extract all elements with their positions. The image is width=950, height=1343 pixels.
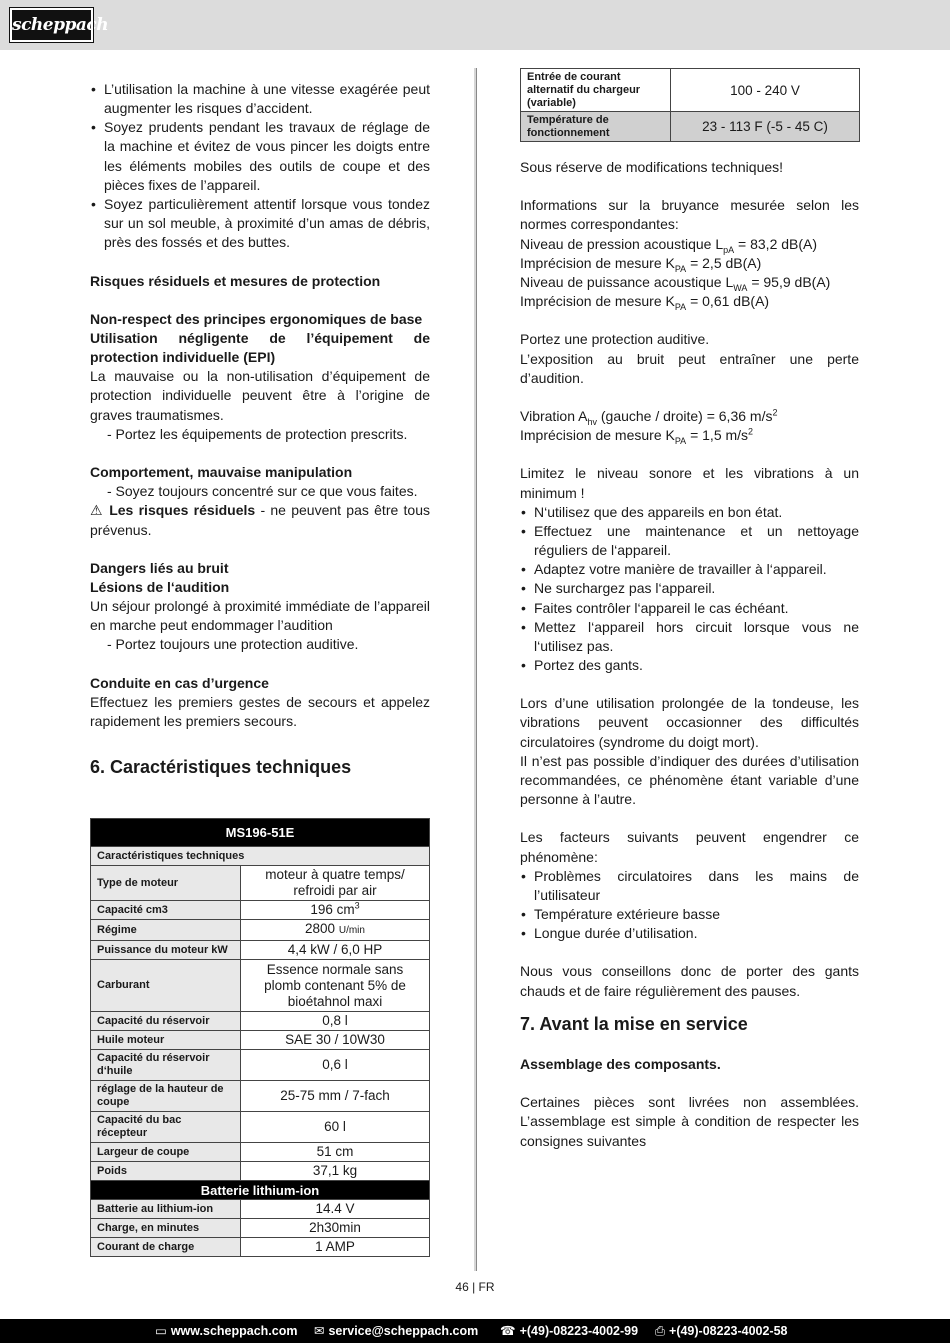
kpa-sub: PA <box>674 301 687 312</box>
list-item: • L’utilisation la machine à une vitesse exagérée peut augmenter les risques d’accident. <box>90 80 430 118</box>
advice-text: Nous vous conseillons donc de porter des gants chauds et de faire régulièrement des pauses. <box>520 963 859 999</box>
lpa-label: Niveau de pression acoustique L <box>520 235 724 252</box>
charger-table <box>520 68 860 142</box>
list-item: • Effectuez une maintenance et un nettoyage réguliers de l‘appareil. <box>520 522 859 560</box>
residual-risk-rest: - ne peuvent pas être tous prévenus. <box>90 502 431 538</box>
spec-value: 1 AMP <box>241 1238 430 1257</box>
footer-email-text: service@scheppach.com <box>328 1324 479 1338</box>
footer-fax <box>655 1319 788 1343</box>
fax-icon: ⎙ <box>655 1324 666 1338</box>
vib-sub: hv <box>587 416 597 427</box>
column-divider <box>474 68 477 1271</box>
kpa-sup: 2 <box>748 426 754 437</box>
hearing-text: Un séjour prolongé à proximité immédiate de l’appareil en marche peut endommager l’audition <box>90 598 430 634</box>
spec-value: 37,1 kg <box>241 1162 430 1181</box>
spec-value: 2h30min <box>241 1219 430 1238</box>
list-item: • Ne surchargez pas l‘appareil. <box>520 579 859 598</box>
reserve-note: Sous réserve de modifications techniques! <box>520 159 784 175</box>
table-row <box>91 1238 430 1257</box>
vib-sup: 2 <box>772 407 778 418</box>
spec-key: réglage de la hauteur de coupe <box>91 1081 241 1112</box>
monitor-icon: ▭ <box>155 1324 167 1338</box>
spec-value-text: 2800 <box>305 921 336 936</box>
spec-key: Courant de charge <box>91 1238 241 1257</box>
footer-web-text: www.scheppach.com <box>170 1324 298 1338</box>
prolonged-use-text: Lors d’une utilisation prolongée de la tondeuse, les vibrations peuvent occasionner des difficultés circulatoires (syndrome du doigt mort). <box>520 695 859 750</box>
category-header: Caractéristiques techniques <box>91 847 430 866</box>
residual-risk-bold: Les risques résiduels <box>109 502 256 519</box>
kpa-line-2 <box>520 292 859 311</box>
table-row <box>91 1143 430 1162</box>
spec-value: 60 l <box>241 1112 430 1143</box>
technical-specs-table <box>90 818 430 1257</box>
limit-bullet-list <box>520 503 859 675</box>
spec-key: Charge, en minutes <box>91 1219 241 1238</box>
section-7-title: 7. Avant la mise en service <box>520 1013 748 1034</box>
factor-bullet-list <box>520 867 859 944</box>
lpa-sub: pA <box>723 244 735 255</box>
lpa-value: = 83,2 dB(A) <box>734 235 818 252</box>
table-row <box>521 69 860 112</box>
residual-risk-note <box>90 501 430 539</box>
spec-value: 51 cm <box>241 1143 430 1162</box>
hearing-action: - Portez toujours une protection auditive. <box>107 636 359 653</box>
noise-info: Informations sur la bruyance mesurée selon les normes correspondantes: <box>520 197 859 233</box>
factors-text: Les facteurs suivants peuvent engendrer ce phénomène: <box>520 829 859 865</box>
envelope-icon: ✉ <box>314 1324 325 1338</box>
emergency-heading: Conduite en cas d’urgence <box>90 674 269 691</box>
kpa-sub: PA <box>674 263 687 274</box>
footer-phone <box>500 1319 638 1343</box>
spec-value <box>241 920 430 941</box>
list-item: • Température extérieure basse <box>520 905 859 924</box>
page-footer <box>0 1319 950 1343</box>
table-row <box>91 1200 430 1219</box>
kpa-label: Imprécision de mesure K <box>520 293 675 310</box>
safety-bullet-list <box>90 80 430 252</box>
spec-value: 0,8 l <box>241 1012 430 1031</box>
table-row <box>91 1012 430 1031</box>
battery-header: Batterie lithium-ion <box>91 1181 430 1200</box>
kpa-value: = 1,5 m/s <box>686 427 749 444</box>
spec-key: Carburant <box>91 960 241 1012</box>
kpa-label: Imprécision de mesure K <box>520 427 675 444</box>
lwa-label: Niveau de puissance acoustique L <box>520 273 734 290</box>
noise-danger-heading: Dangers liés au bruit <box>90 559 229 576</box>
table-row <box>91 866 430 901</box>
spec-key: Entrée de courant alternatif du chargeur (variable) <box>521 69 671 112</box>
table-row <box>91 1081 430 1112</box>
assembly-text: Certaines pièces sont livrées non assemblées. L’assemblage est simple à condition de respecter les consignes suivantes <box>520 1094 859 1149</box>
table-row <box>91 1050 430 1081</box>
spec-key: Régime <box>91 920 241 941</box>
spec-value-unit: U/min <box>338 925 365 936</box>
spec-value: 14.4 V <box>241 1200 430 1219</box>
vib-label: Vibration A <box>520 407 588 424</box>
limit-text: Limitez le niveau sonore et les vibrations à un minimum ! <box>520 465 859 501</box>
kpa-label: Imprécision de mesure K <box>520 254 675 271</box>
spec-value: SAE 30 / 10W30 <box>241 1031 430 1050</box>
spec-key: Puissance du moteur kW <box>91 941 241 960</box>
footer-phone-text: +(49)-08223-4002-99 <box>519 1324 639 1338</box>
table-row <box>91 1031 430 1050</box>
list-item: • Soyez prudents pendant les travaux de réglage de la machine et évitez de vous pincer les doigts entre les éléments mobiles des outils de coupe et des pièces fixes de l’appareil. <box>90 118 430 195</box>
list-item: • Adaptez votre manière de travailler à l‘appareil. <box>520 560 859 579</box>
epi-action: - Portez les équipements de protection prescrits. <box>107 425 408 442</box>
spec-value: 4,4 kW / 6,0 HP <box>241 941 430 960</box>
footer-web <box>155 1319 297 1343</box>
list-item: • Longue durée d’utilisation. <box>520 924 859 943</box>
phone-icon: ☎ <box>500 1324 516 1338</box>
spec-key: Capacité cm3 <box>91 901 241 920</box>
not-possible-text: Il n’est pas possible d’indiquer des durées d’utilisation recommandées, ce phénomène étant variable d’une personne à l’autre. <box>520 752 859 808</box>
list-item: • Soyez particulièrement attentif lorsque vous tondez sur un sol meuble, à proximité d’un amas de débris, près des fossés et des buttes. <box>90 195 430 252</box>
vibration-line <box>520 407 859 426</box>
spec-value: 25-75 mm / 7-fach <box>241 1081 430 1112</box>
spec-value: 100 - 240 V <box>671 69 860 112</box>
kpa-line-3 <box>520 426 859 445</box>
spec-key: Capacité du bac récepteur <box>91 1112 241 1143</box>
spec-key: Type de moteur <box>91 866 241 901</box>
behavior-action: - Soyez toujours concentré sur ce que vous faites. <box>107 483 418 500</box>
emergency-text: Effectuez les premiers gestes de secours et appelez rapidement les premiers secours. <box>90 693 430 730</box>
spec-key: Batterie au lithium-ion <box>91 1200 241 1219</box>
spec-value <box>241 901 430 920</box>
table-row <box>91 1112 430 1143</box>
spec-value: moteur à quatre temps/ refroidi par air <box>241 866 430 901</box>
table-row <box>91 901 430 920</box>
spec-value: 23 - 113 F (-5 - 45 C) <box>671 112 860 142</box>
spec-value-text: 196 cm <box>310 902 355 917</box>
vib-value: (gauche / droite) = 6,36 m/s <box>596 407 773 424</box>
assembly-heading: Assemblage des composants. <box>520 1055 721 1072</box>
kpa-value: = 0,61 dB(A) <box>686 293 770 310</box>
list-item: • N‘utilisez que des appareils en bon état. <box>520 503 859 522</box>
kpa-line-1 <box>520 254 859 273</box>
kpa-value: = 2,5 dB(A) <box>686 254 762 271</box>
epi-heading: Utilisation négligente de l’équipement de protection individuelle (EPI) <box>90 330 430 366</box>
model-header: MS196-51E <box>91 819 430 847</box>
section-6-title: 6. Caractéristiques techniques <box>90 757 352 778</box>
spec-key: Température de fonctionnement <box>521 112 671 142</box>
table-row <box>91 960 430 1012</box>
footer-fax-text: +(49)-08223-4002-58 <box>669 1324 788 1338</box>
spec-key: Largeur de coupe <box>91 1143 241 1162</box>
residual-risks-heading: Risques résiduels et mesures de protection <box>90 272 381 289</box>
spec-key: Capacité du réservoir <box>91 1012 241 1031</box>
spec-key: Huile moteur <box>91 1031 241 1050</box>
list-item: • Portez des gants. <box>520 656 859 675</box>
spec-key: Poids <box>91 1162 241 1181</box>
lpa-line <box>520 235 859 254</box>
behavior-heading: Comportement, mauvaise manipulation <box>90 464 353 481</box>
list-item: • Problèmes circulatoires dans les mains de l’utilisateur <box>520 867 859 905</box>
lwa-sub: WA <box>733 282 748 293</box>
page-header <box>0 0 950 50</box>
spec-value-sup: 3 <box>354 900 360 911</box>
page-number: 46 | FR <box>455 1280 495 1294</box>
table-row <box>91 1162 430 1181</box>
spec-value: 0,6 l <box>241 1050 430 1081</box>
hearing-protect: Portez une protection auditive. <box>520 331 710 348</box>
table-row <box>91 920 430 941</box>
table-row <box>521 112 860 142</box>
lwa-value: = 95,9 dB(A) <box>747 273 831 290</box>
spec-key: Capacité du réservoir d‘huile <box>91 1050 241 1081</box>
hearing-damage-heading: Lésions de l‘audition <box>90 579 230 595</box>
table-row <box>91 1219 430 1238</box>
footer-email <box>314 1319 478 1343</box>
right-column <box>520 158 859 1151</box>
table-row <box>91 941 430 960</box>
epi-text: La mauvaise ou la non-utilisation d’équipement de protection individuelle peuvent être à l’origine de graves traumatismes. <box>90 368 430 423</box>
exposure-text: L’exposition au bruit peut entraîner une perte d’audition. <box>520 350 859 386</box>
list-item: • Mettez l‘appareil hors circuit lorsque vous ne l‘utilisez pas. <box>520 618 859 656</box>
lwa-line <box>520 273 859 292</box>
scheppach-logo: scheppach <box>10 8 93 42</box>
ergonomics-heading: Non-respect des principes ergonomiques de base <box>90 310 423 327</box>
spec-value: Essence normale sans plomb contenant 5% de bioétahnol maxi <box>241 960 430 1012</box>
warning-triangle-icon: ⚠ <box>90 502 104 519</box>
left-column <box>90 80 430 779</box>
list-item: • Faites contrôler l‘appareil le cas échéant. <box>520 599 859 618</box>
kpa-sub: PA <box>674 435 687 446</box>
